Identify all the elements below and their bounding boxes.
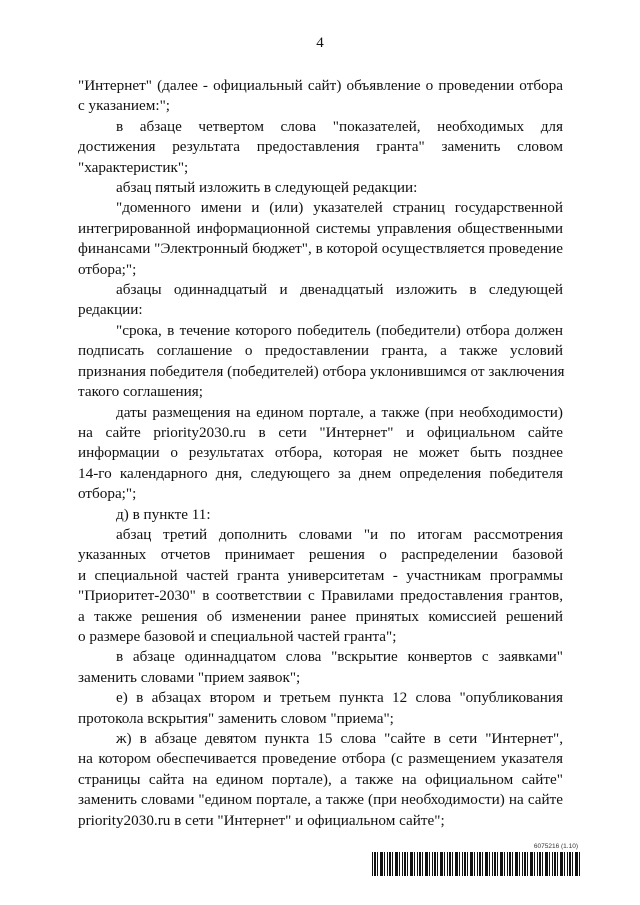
text-line: ж) в абзаце девятом пункта 15 слова "сайте в сети "Интернет", (116, 730, 563, 747)
text-line: 14-го календарного дня, следующего за днем определения победителя (78, 464, 563, 482)
text-line: на котором обеспечивается проведение отбора (с размещением указателя (78, 750, 563, 768)
text-line: заменить словами "прием заявок"; (78, 668, 301, 686)
text-line: заменить словами "едином портале, а также (при необходимости) на сайте (78, 791, 563, 809)
text-line: абзац пятый изложить в следующей редакции: (116, 179, 418, 197)
text-line: "срока, в течение которого победитель (победители) отбора должен (116, 321, 563, 339)
text-line: "Интернет" (далее - официальный сайт) объявление о проведении отбора (78, 77, 563, 94)
text-line: редакции: (78, 301, 143, 319)
text-line: абзац третий дополнить словами "и по итогам рассмотрения (116, 525, 563, 543)
text-line: страницы сайта на едином портале), а также на официальном сайте" (78, 770, 563, 788)
document-body (78, 76, 563, 831)
text-line: достижения результата предоставления гранта" заменить словом (78, 138, 563, 156)
text-line: отбора;"; (78, 260, 137, 278)
page-number: 4 (316, 35, 324, 51)
barcode (372, 852, 582, 876)
text-line: информации о результатах отбора, которая не может быть позднее (78, 444, 563, 462)
text-line: указанных отчетов принимает решения о распределении базовой (78, 546, 563, 564)
text-line: о размере базовой и специальной частей гранта"; (78, 627, 397, 645)
text-line: "характеристик"; (78, 158, 189, 176)
text-line: финансами "Электронный бюджет", в которой осуществляется проведение (78, 240, 564, 258)
text-line: подписать соглашение о предоставлении гранта, а также условий (78, 342, 563, 360)
text-line: такого соглашения; (78, 383, 204, 401)
text-line: с указанием:"; (78, 97, 171, 115)
text-line: в абзаце четвертом слова "показателей, необходимых для (116, 117, 563, 135)
text-line: priority2030.ru в сети "Интернет" и официальном сайте"; (78, 811, 445, 829)
text-line: е) в абзацах втором и третьем пункта 12 слова "опубликования (116, 689, 563, 707)
text-line: отбора;"; (78, 485, 137, 503)
text-line: а также решения об изменении ранее принятых комиссией решений (78, 607, 563, 625)
text-line: "Приоритет-2030" в соответствии с Правилами предоставления грантов, (78, 587, 563, 605)
text-line: и специальной частей гранта университетам - участникам программы (78, 566, 563, 584)
text-line: абзацы одиннадцатый и двенадцатый изложить в следующей (116, 281, 563, 299)
text-line: интегрированной информационной системы управления общественными (78, 219, 563, 237)
document-code: 6075216 (1.10) (533, 843, 578, 850)
text-line: даты размещения на едином портале, а также (при необходимости) (116, 403, 563, 421)
text-line: д) в пункте 11: (116, 505, 211, 523)
text-line: на сайте priority2030.ru в сети "Интернет" и официальном сайте (78, 423, 563, 441)
text-line: протокола вскрытия" заменить словом "приема"; (78, 709, 394, 727)
text-line: в абзаце одиннадцатом слова "вскрытие конвертов с заявками" (116, 648, 563, 666)
text-line: "доменного имени и (или) указателей страниц государственной (116, 199, 563, 217)
text-line: признания победителя (победителей) отбора уклонившимся от заключения (78, 362, 565, 380)
